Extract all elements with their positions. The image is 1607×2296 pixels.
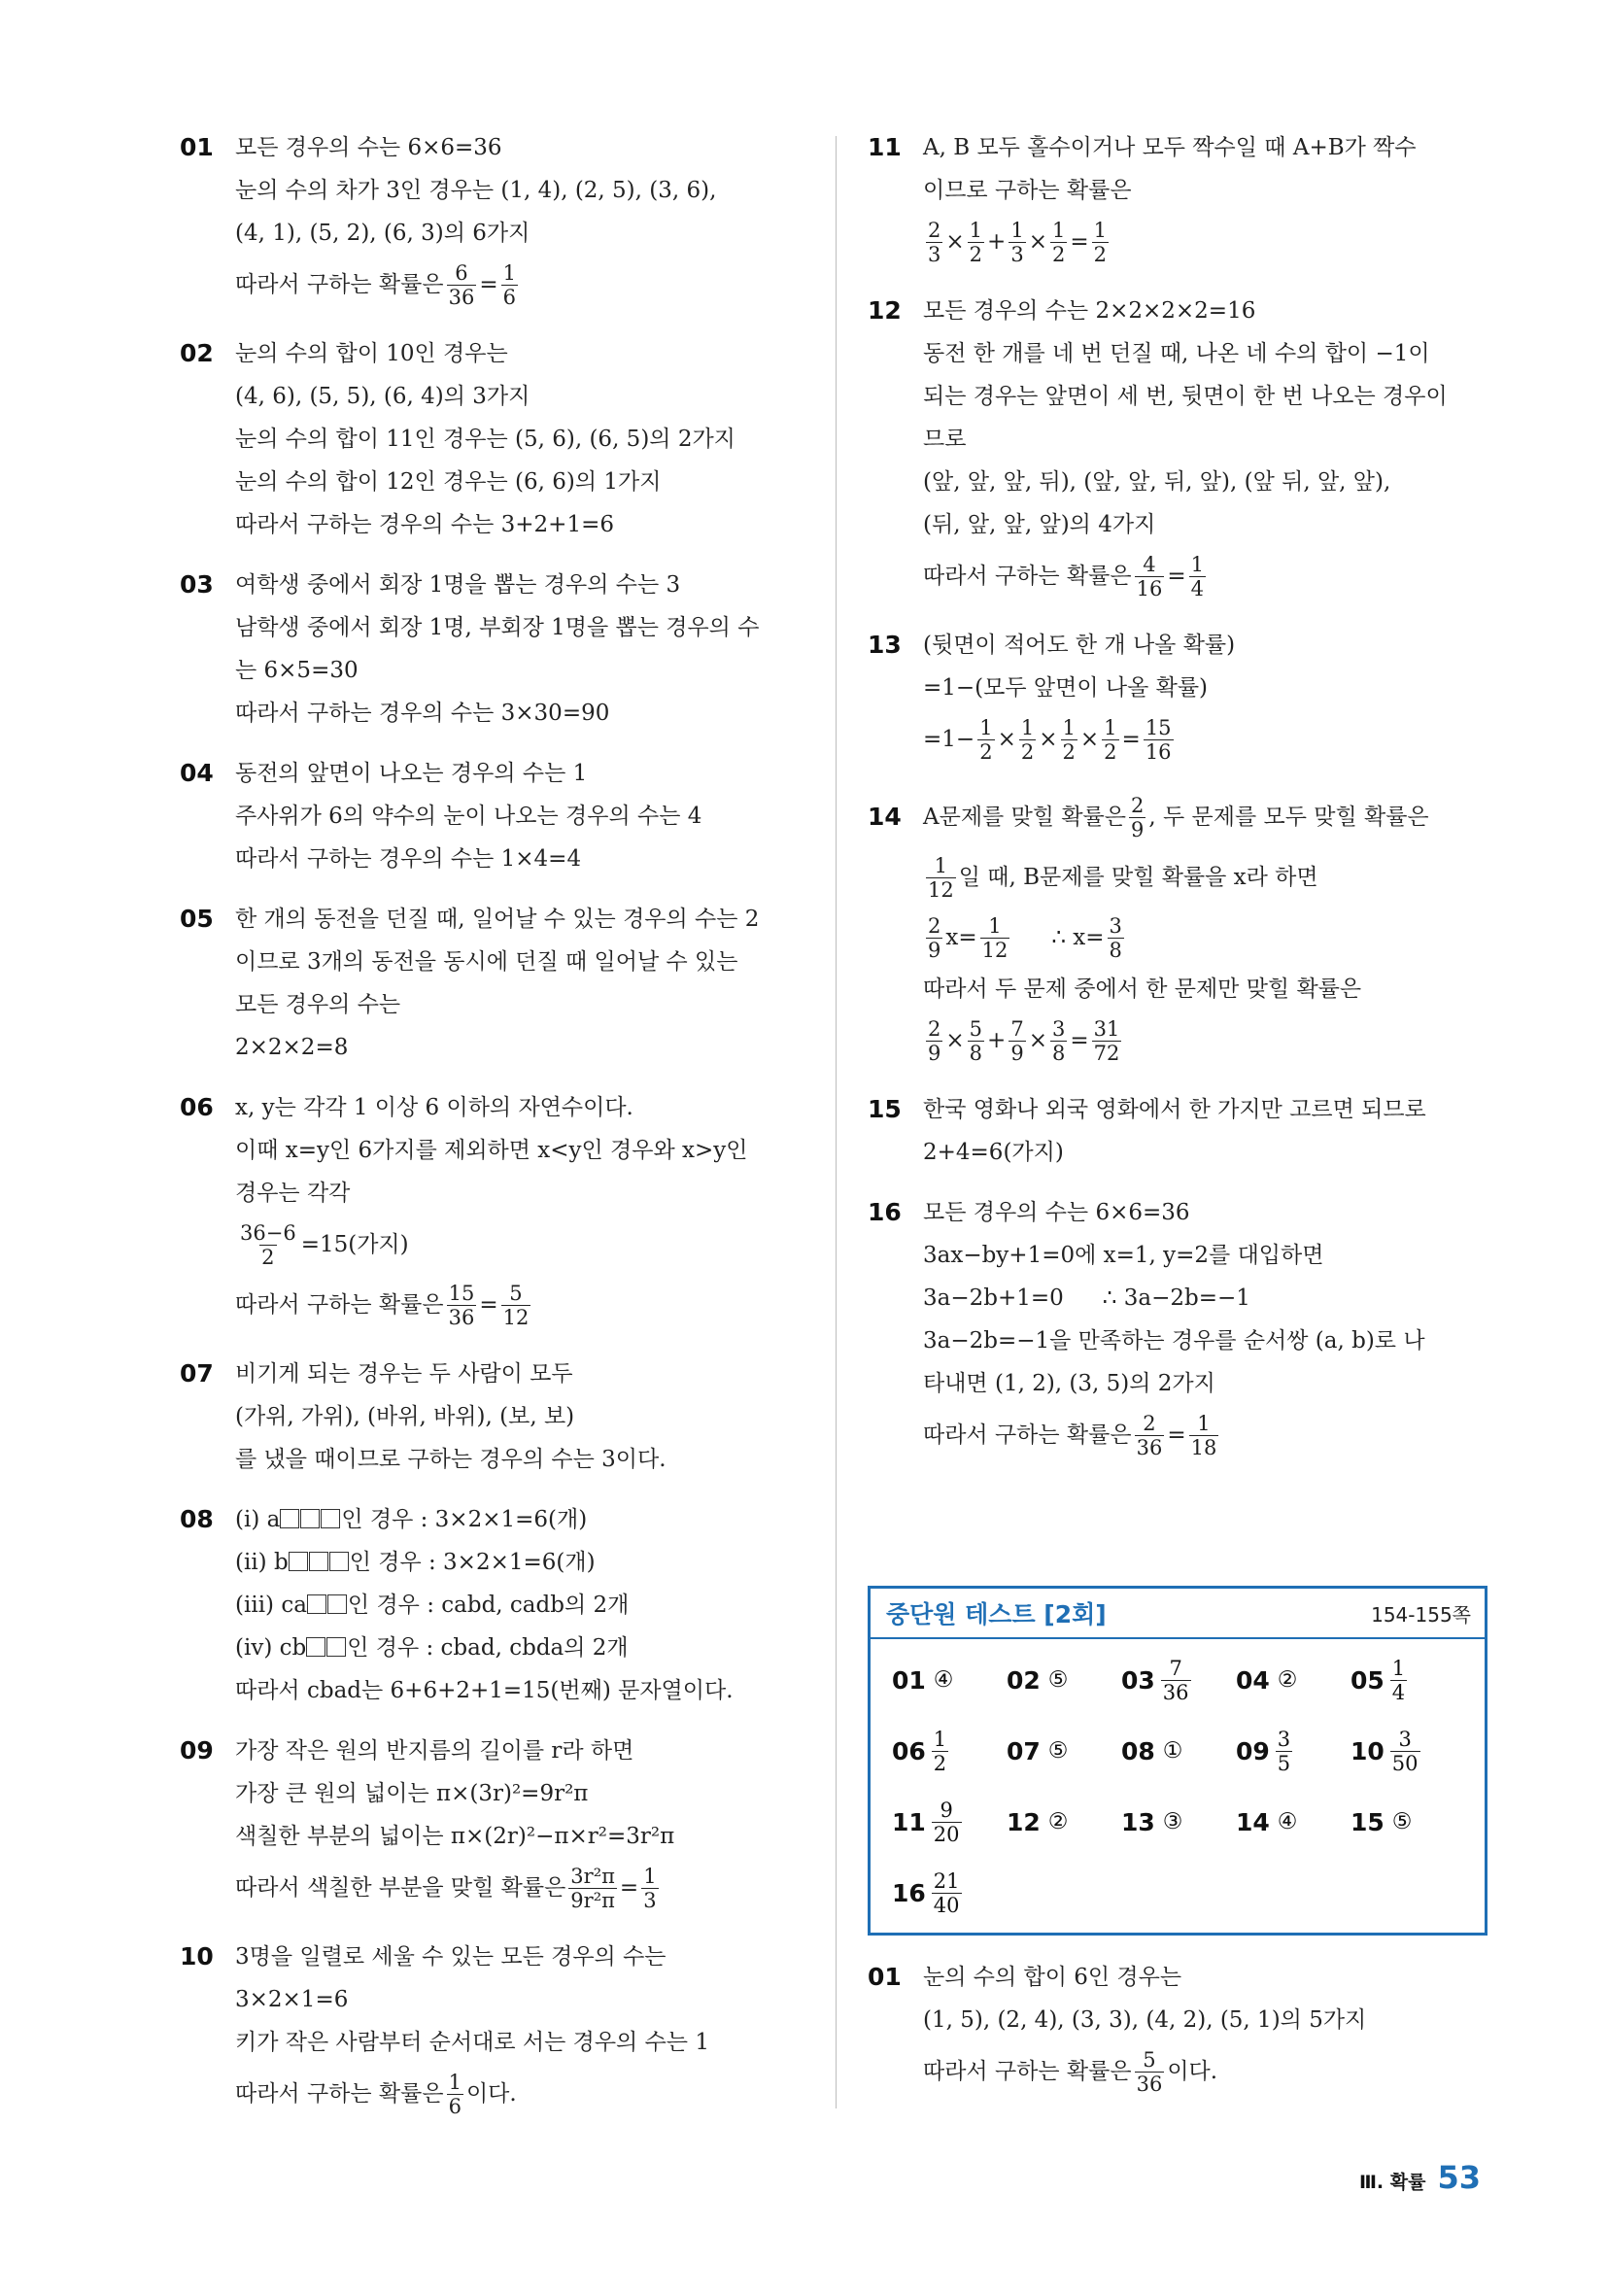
solution-05: [180, 898, 811, 1069]
fraction: $\frac{1}{2}$: [969, 218, 983, 266]
answer-number: 12: [1007, 1807, 1041, 1836]
fraction: $\frac{2}{9}$: [1130, 793, 1145, 841]
fraction: $\frac{1}{4}$: [1190, 552, 1204, 600]
solution-01: [180, 126, 811, 315]
answer-number: 15: [1351, 1807, 1385, 1836]
solution-line: x, y는 각각 1 이상 6 이하의 자연수이다.: [235, 1095, 633, 1120]
operator: +: [987, 229, 1007, 255]
text: 일 때, B문제를 맞힐 확률을 x라 하면: [958, 865, 1318, 890]
text: (ⅰ) a: [235, 1507, 281, 1532]
solution-line: [923, 546, 1499, 606]
solution-07: [180, 1353, 811, 1481]
test-title: 중단원 테스트 [2회]: [886, 1600, 1107, 1628]
solution-line: [923, 787, 1499, 847]
problem-number: 09: [180, 1736, 214, 1765]
solution-line: (뒤, 앞, 앞, 앞)의 4가지: [923, 512, 1156, 537]
solution-line: 한국 영화나 외국 영화에서 한 가지만 고르면 되므로: [923, 1097, 1426, 1122]
answer-item: [892, 1791, 965, 1853]
solution-16: [868, 1191, 1499, 1465]
answer-item: [1121, 1720, 1182, 1782]
solution-14: [868, 787, 1499, 1071]
solution-line: [923, 847, 1499, 908]
equals: =: [479, 272, 498, 297]
fraction: $\frac{36-6}{2}$: [240, 1220, 296, 1269]
test-solution-01: [868, 1956, 1499, 2102]
fraction: $\frac{6}{36}$: [448, 260, 475, 309]
fraction: $\frac{2}{9}$: [928, 913, 941, 962]
answer-item: [892, 1649, 953, 1711]
operator: ×: [1028, 229, 1047, 255]
text: 이다.: [1167, 2059, 1218, 2084]
answer-number: 16: [892, 1878, 926, 1907]
solution-line: 비기게 되는 경우는 두 사람이 모두: [235, 1361, 573, 1387]
solution-line: 동전의 앞면이 나오는 경우의 수는 1: [235, 761, 588, 786]
solution-line: [235, 1858, 811, 1918]
text: , 두 문제를 모두 맞힐 확률은: [1148, 805, 1429, 830]
solution-line: =1−(모두 앞면이 나올 확률): [923, 675, 1209, 701]
equals: =: [1070, 229, 1089, 255]
operator: ×: [945, 1028, 965, 1053]
page-footer: [1359, 2159, 1481, 2196]
solution-08: [180, 1498, 811, 1712]
fraction: $\frac{1}{6}$: [448, 2070, 462, 2118]
solution-02: [180, 332, 811, 546]
answer-value: ②: [1047, 1809, 1069, 1834]
solution-line: 2×2×2=8: [235, 1035, 349, 1060]
answer-fraction: $\frac{1}{4}$: [1391, 1656, 1406, 1704]
problem-number: 11: [868, 133, 902, 161]
answer-item: [1236, 1649, 1297, 1711]
answer-item: [892, 1862, 965, 1924]
equals: =: [1167, 1422, 1186, 1448]
solution-line: 따라서 cbad는 6+6+2+1=15(번째) 문자열이다.: [235, 1678, 734, 1703]
answer-value: ⑤: [1047, 1738, 1069, 1764]
blank-box: [300, 1509, 320, 1528]
solution-line: 눈의 수의 합이 12인 경우는 (6, 6)의 1가지: [235, 469, 662, 495]
answer-item: [1351, 1649, 1410, 1711]
operator: ×: [1079, 727, 1100, 752]
answer-number: 11: [892, 1807, 926, 1836]
column-divider: [836, 136, 837, 2108]
problem-number: 13: [868, 631, 902, 659]
solution-line: 가장 큰 원의 넓이는 π×(3r)²=9r²π: [235, 1781, 589, 1806]
solution-line: 3a−2b=−1을 만족하는 경우를 순서쌍 (a, b)로 나: [923, 1328, 1425, 1354]
blank-box: [327, 1594, 347, 1614]
answer-number: 02: [1007, 1665, 1041, 1695]
solution-line: 눈의 수의 합이 6인 경우는: [923, 1965, 1182, 1990]
solution-line: [923, 1011, 1499, 1071]
blank-box: [306, 1637, 325, 1657]
answer-value: ③: [1162, 1809, 1183, 1834]
fraction: $\frac{2}{3}$: [928, 218, 941, 266]
solution-line: [923, 1277, 1499, 1319]
solution-line: [923, 709, 1499, 770]
problem-number: 02: [180, 339, 214, 367]
solution-line: [923, 2041, 1499, 2102]
fraction: $\frac{2}{36}$: [1136, 1411, 1163, 1459]
solution-line: 눈의 수의 합이 10인 경우는: [235, 341, 508, 366]
fraction: $\frac{15}{16}$: [1145, 715, 1172, 764]
test-page-range: 154-155쪽: [1371, 1602, 1471, 1627]
text: 3a−2b+1=0: [923, 1285, 1064, 1311]
solution-line: 따라서 구하는 경우의 수는 1×4=4: [235, 846, 582, 872]
answer-fraction: $\frac{7}{36}$: [1162, 1656, 1189, 1704]
solution-04: [180, 752, 811, 880]
problem-number: 01: [180, 133, 214, 161]
equals: =: [479, 1292, 498, 1318]
fraction: $\frac{5}{12}$: [502, 1281, 530, 1329]
page-number: 53: [1437, 2159, 1481, 2196]
solution-line: 모든 경우의 수는 2×2×2×2=16: [923, 298, 1256, 324]
problem-number: 12: [868, 296, 902, 325]
solution-line: [923, 908, 1499, 968]
right-column: [868, 126, 1499, 1483]
text: (ⅱ) b: [235, 1550, 289, 1575]
solution-10: [180, 1936, 811, 2124]
text: A문제를 맞힐 확률은: [923, 805, 1126, 830]
test-header: [871, 1589, 1485, 1639]
answer-number: 10: [1351, 1736, 1385, 1765]
fraction: $\frac{1}{12}$: [981, 913, 1009, 962]
solution-line: 3ax−by+1=0에 x=1, y=2를 대입하면: [923, 1243, 1324, 1268]
problem-number: 01: [868, 1963, 902, 1991]
solution-line: 모든 경우의 수는: [235, 992, 401, 1017]
solution-line: 는 6×5=30: [235, 658, 359, 683]
solution-line: [923, 1405, 1499, 1465]
answer-item: [1007, 1649, 1068, 1711]
solution-15: [868, 1088, 1499, 1174]
solution-line: 남학생 중에서 회장 1명, 부회장 1명을 뽑는 경우의 수: [235, 615, 760, 640]
operator: +: [987, 1028, 1007, 1053]
solution-line: 되는 경우는 앞면이 세 번, 뒷면이 한 번 나오는 경우이: [923, 384, 1448, 409]
fraction: $\frac{5}{8}$: [969, 1016, 983, 1065]
solution-line: 동전 한 개를 네 번 던질 때, 나온 네 수의 합이 −1이: [923, 341, 1430, 366]
text: x=: [945, 925, 977, 950]
solution-12: [868, 290, 1499, 606]
solution-11: [868, 126, 1499, 272]
operator: ×: [1039, 727, 1058, 752]
text: 이다.: [465, 2081, 517, 2107]
problem-number: 08: [180, 1505, 214, 1533]
text: 따라서 구하는 확률은: [923, 2059, 1132, 2084]
fraction: $\frac{1}{2}$: [1093, 218, 1107, 266]
answer-item: [1121, 1649, 1194, 1711]
fraction: $\frac{1}{2}$: [1051, 218, 1066, 266]
text: =15(가지): [300, 1232, 409, 1257]
answer-number: 08: [1121, 1736, 1155, 1765]
fraction: $\frac{1}{12}$: [928, 853, 954, 902]
fraction: $\frac{1}{3}$: [1010, 218, 1024, 266]
answer-item: [892, 1720, 951, 1782]
solution-line: 눈의 수의 차가 3인 경우는 (1, 4), (2, 5), (3, 6),: [235, 178, 717, 203]
answer-fraction: $\frac{9}{20}$: [933, 1798, 960, 1846]
answer-number: 09: [1236, 1736, 1270, 1765]
text: 인 경우 : cbad, cbda의 2개: [347, 1635, 629, 1661]
fraction: $\frac{\text{3r²π}}{\text{9r²π}}$: [570, 1864, 615, 1912]
solution-line: 타내면 (1, 2), (3, 5)의 2가지: [923, 1371, 1215, 1396]
solution-line: 모든 경우의 수는 6×6=36: [923, 1200, 1190, 1225]
text: 따라서 구하는 확률은: [235, 2081, 444, 2107]
solution-line: 모든 경우의 수는 6×6=36: [235, 135, 502, 160]
solution-line: 이때 x=y인 6가지를 제외하면 x<y인 경우와 x>y인: [235, 1138, 748, 1163]
solution-line: 한 개의 동전을 던질 때, 일어날 수 있는 경우의 수는 2: [235, 907, 760, 932]
text: 따라서 구하는 확률은: [235, 1292, 444, 1318]
blank-box: [329, 1552, 349, 1571]
answer-item: [1236, 1720, 1295, 1782]
solution-09: [180, 1730, 811, 1918]
blank-box: [309, 1552, 328, 1571]
solution-line: (4, 1), (5, 2), (6, 3)의 6가지: [235, 221, 530, 246]
text: (ⅳ) cb: [235, 1635, 307, 1661]
text: 따라서 구하는 확률은: [923, 564, 1132, 589]
solution-line: 색칠한 부분의 넓이는 π×(2r)²−π×r²=3r²π: [235, 1824, 675, 1849]
solution-line: [235, 1627, 811, 1669]
equals: =: [1070, 1028, 1089, 1053]
text: ∴ 3a−2b=−1: [1102, 1285, 1250, 1311]
solution-line: [235, 1541, 811, 1584]
problem-number: 14: [868, 803, 902, 831]
solution-line: [235, 2064, 811, 2124]
fraction: $\frac{1}{3}$: [643, 1864, 657, 1912]
solution-line: 이므로 3개의 동전을 동시에 던질 때 일어날 수 있는: [235, 949, 738, 975]
equals: =: [1167, 564, 1186, 589]
problem-number: 06: [180, 1093, 214, 1121]
answer-item: [1351, 1791, 1412, 1853]
solution-line: (뒷면이 적어도 한 개 나올 확률): [923, 633, 1236, 658]
solution-line: 2+4=6(가지): [923, 1140, 1064, 1165]
chapter-label: Ⅲ. 확률: [1358, 2172, 1426, 2193]
answer-number: 06: [892, 1736, 926, 1765]
text: =1−: [923, 727, 975, 752]
answer-item: [1236, 1791, 1297, 1853]
fraction: $\frac{1}{18}$: [1190, 1411, 1217, 1459]
problem-number: 04: [180, 759, 214, 787]
fraction: $\frac{5}{36}$: [1136, 2047, 1163, 2096]
solution-line: (1, 5), (2, 4), (3, 3), (4, 2), (5, 1)의 5가지: [923, 2007, 1367, 2033]
answer-fraction: $\frac{3}{50}$: [1391, 1727, 1419, 1775]
solution-line: 3명을 일렬로 세울 수 있는 모든 경우의 수는: [235, 1944, 667, 1970]
text: 따라서 구하는 확률은: [235, 272, 444, 297]
solution-line: 주사위가 6의 약수의 눈이 나오는 경우의 수는 4: [235, 804, 702, 829]
answer-item: [1351, 1720, 1423, 1782]
unit-test-answer-box: [868, 1586, 1487, 1936]
answer-value: ⑤: [1047, 1667, 1069, 1693]
operator: ×: [1028, 1028, 1047, 1053]
problem-number: 10: [180, 1942, 214, 1970]
fraction: $\frac{3}{8}$: [1109, 913, 1122, 962]
solution-line: [235, 1498, 811, 1541]
solution-line: (앞, 앞, 앞, 뒤), (앞, 앞, 뒤, 앞), (앞 뒤, 앞, 앞),: [923, 469, 1391, 495]
solution-13: [868, 624, 1499, 770]
solution-line: 키가 작은 사람부터 순서대로 서는 경우의 수는 1: [235, 2030, 709, 2055]
problem-number: 03: [180, 570, 214, 599]
solution-line: 를 냈을 때이므로 구하는 경우의 수는 3이다.: [235, 1447, 667, 1472]
answer-number: 03: [1121, 1665, 1155, 1695]
answer-value: ②: [1277, 1667, 1298, 1693]
solution-line: 따라서 구하는 경우의 수는 3×30=90: [235, 701, 610, 726]
answer-item: [1007, 1791, 1068, 1853]
equals: =: [1121, 727, 1141, 752]
answer-value: ①: [1162, 1738, 1183, 1764]
answer-number: 01: [892, 1665, 926, 1695]
fraction: $\frac{4}{16}$: [1136, 552, 1163, 600]
text: 인 경우 : cabd, cadb의 2개: [347, 1593, 630, 1618]
fraction: $\frac{2}{9}$: [928, 1016, 941, 1065]
solution-06: [180, 1086, 811, 1335]
blank-box: [307, 1594, 326, 1614]
solution-line: A, B 모두 홀수이거나 모두 짝수일 때 A+B가 짝수: [923, 135, 1417, 160]
test-solutions: [868, 1956, 1499, 2119]
solution-line: [923, 212, 1499, 272]
text: 인 경우 : 3×2×1=6(개): [349, 1550, 596, 1575]
solution-line: [235, 255, 811, 315]
blank-box: [321, 1509, 340, 1528]
blank-box: [280, 1509, 299, 1528]
text: 인 경우 : 3×2×1=6(개): [341, 1507, 588, 1532]
answer-value: ④: [1277, 1809, 1298, 1834]
solution-line: 따라서 구하는 경우의 수는 3+2+1=6: [235, 512, 614, 537]
fraction: $\frac{1}{2}$: [1062, 715, 1076, 764]
answer-number: 13: [1121, 1807, 1155, 1836]
text: 따라서 색칠한 부분을 맞힐 확률은: [235, 1875, 566, 1901]
solution-line: [235, 1215, 811, 1275]
fraction: $\frac{3}{8}$: [1051, 1016, 1066, 1065]
problem-number: 15: [868, 1095, 902, 1123]
answer-item: [1121, 1791, 1182, 1853]
answer-number: 14: [1236, 1807, 1270, 1836]
operator: ×: [997, 727, 1016, 752]
problem-number: 07: [180, 1359, 214, 1388]
fraction: $\frac{1}{6}$: [502, 260, 516, 309]
answer-fraction: $\frac{3}{5}$: [1277, 1727, 1291, 1775]
text: (ⅲ) ca: [235, 1593, 307, 1618]
fraction: $\frac{1}{2}$: [1104, 715, 1117, 764]
answer-number: 07: [1007, 1736, 1041, 1765]
solution-line: (4, 6), (5, 5), (6, 4)의 3가지: [235, 384, 530, 409]
solution-line: 경우는 각각: [235, 1181, 351, 1206]
solution-line: 따라서 두 문제 중에서 한 문제만 맞힐 확률은: [923, 977, 1362, 1002]
solution-line: 이므로 구하는 확률은: [923, 178, 1132, 203]
solution-line: (가위, 가위), (바위, 바위), (보, 보): [235, 1404, 575, 1429]
fraction: $\frac{1}{2}$: [979, 715, 993, 764]
solution-line: 여학생 중에서 회장 1명을 뽑는 경우의 수는 3: [235, 572, 681, 598]
solution-line: 3×2×1=6: [235, 1987, 349, 2012]
left-column: [180, 126, 811, 2142]
solution-03: [180, 564, 811, 735]
answer-fraction: $\frac{1}{2}$: [933, 1727, 947, 1775]
fraction: $\frac{7}{9}$: [1010, 1016, 1024, 1065]
fraction: $\frac{31}{72}$: [1093, 1016, 1120, 1065]
fraction: $\frac{15}{36}$: [448, 1281, 475, 1329]
answer-value: ④: [933, 1667, 954, 1693]
answer-number: 04: [1236, 1665, 1270, 1695]
answer-fraction: $\frac{21}{40}$: [933, 1868, 960, 1917]
operator: ×: [945, 229, 965, 255]
problem-number: 16: [868, 1198, 902, 1226]
blank-box: [289, 1552, 308, 1571]
solution-line: 눈의 수의 합이 11인 경우는 (5, 6), (6, 5)의 2가지: [235, 427, 735, 452]
equals: =: [619, 1875, 639, 1901]
solution-line: [235, 1584, 811, 1627]
answer-number: 05: [1351, 1665, 1385, 1695]
answer-value: ⑤: [1391, 1809, 1413, 1834]
fraction: $\frac{1}{2}$: [1020, 715, 1035, 764]
solution-line: [235, 1275, 811, 1335]
problem-number: 05: [180, 905, 214, 933]
solution-line: 가장 작은 원의 반지름의 길이를 r라 하면: [235, 1738, 634, 1764]
solution-line: 므로: [923, 427, 967, 452]
blank-box: [326, 1637, 346, 1657]
text: ∴ x=: [1051, 925, 1105, 950]
answer-item: [1007, 1720, 1068, 1782]
text: 따라서 구하는 확률은: [923, 1422, 1132, 1448]
